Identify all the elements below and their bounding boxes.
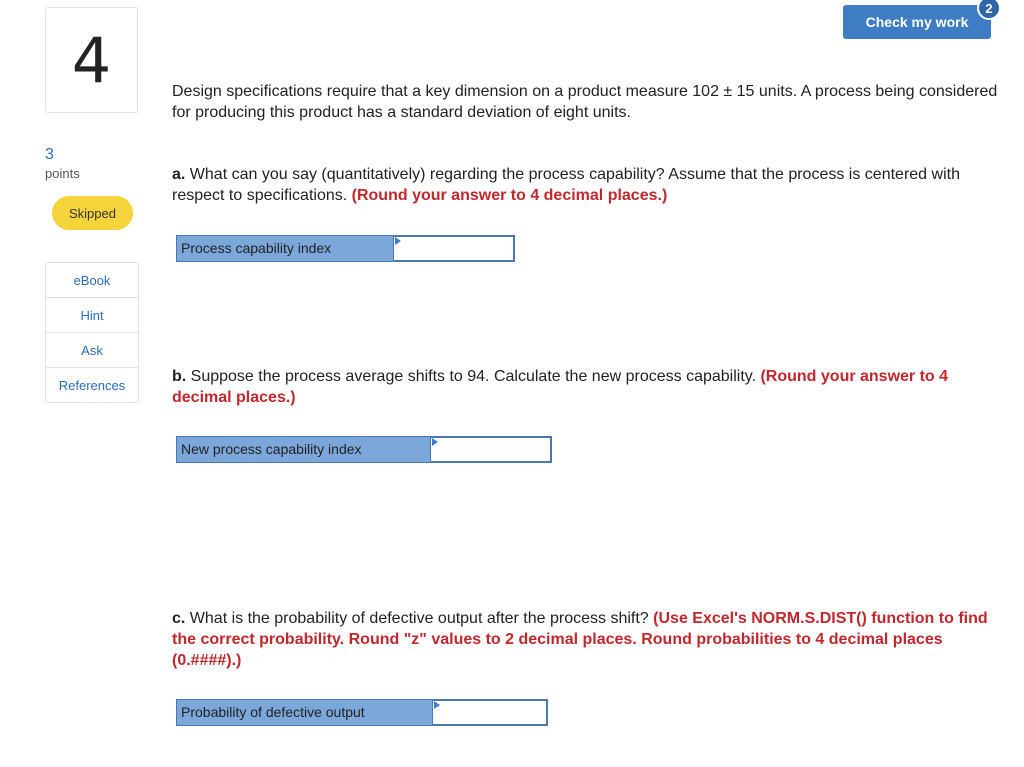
points-label: points [45, 166, 80, 181]
new-process-capability-index-input[interactable] [431, 438, 550, 461]
part-a-instruction: (Round your answer to 4 decimal places.) [351, 187, 668, 204]
part-b-field-label: New process capability index [176, 436, 431, 463]
part-a-text: What can you say (quantitatively) regarding the process capability? Assume that the process is centered with respect to specifications. [172, 166, 960, 204]
ask-link[interactable]: Ask [46, 333, 138, 368]
part-b-instruction: (Round your answer to 4 decimal places.) [172, 368, 949, 406]
status-badge: Skipped [52, 196, 133, 230]
part-a-field-label: Process capability index [176, 235, 394, 262]
probability-defective-output-input[interactable] [433, 701, 546, 724]
part-c-prompt [172, 608, 1002, 671]
input-flag-icon [432, 438, 438, 446]
part-a-label: a. [172, 166, 186, 183]
part-c-field-label: Probability of defective output [176, 699, 433, 726]
part-a-prompt [172, 164, 1002, 206]
input-flag-icon [395, 237, 401, 245]
part-c-instruction: (Use Excel's NORM.S.DIST() function to find the correct probability. Round "z" values to 2 decimal places. Round probabilities to 4 decimal places (0.####).) [172, 610, 988, 669]
check-count-badge: 2 [977, 0, 1001, 20]
part-a-input-wrapper [394, 235, 515, 262]
part-c-text: What is the probability of defective output after the process shift? [185, 610, 654, 627]
question-tools [45, 262, 139, 403]
check-my-work-label: Check my work [865, 14, 969, 30]
part-b-prompt [172, 366, 1002, 408]
part-c-answer-row [176, 699, 548, 726]
question-intro: Design specifications require that a key dimension on a product measure 102 ± 15 units. A process being considered for producing this product has a standard deviation of eight units. [172, 83, 998, 121]
part-b-input-wrapper [431, 436, 552, 463]
references-link[interactable]: References [58, 377, 126, 393]
input-flag-icon [434, 701, 440, 709]
hint-link[interactable]: Hint [46, 298, 138, 333]
part-b-label: b. [172, 368, 187, 385]
part-a-answer-row [176, 235, 515, 262]
points-value: 3 [45, 146, 54, 163]
ebook-link[interactable]: eBook [46, 263, 138, 298]
part-b-answer-row [176, 436, 552, 463]
process-capability-index-input[interactable] [394, 237, 513, 260]
check-my-work-button[interactable] [843, 5, 991, 39]
question-number: 4 [45, 7, 138, 113]
part-c-label: c. [172, 610, 186, 627]
part-b-text: Suppose the process average shifts to 94. Calculate the new process capability. [186, 368, 761, 385]
part-c-input-wrapper [433, 699, 548, 726]
